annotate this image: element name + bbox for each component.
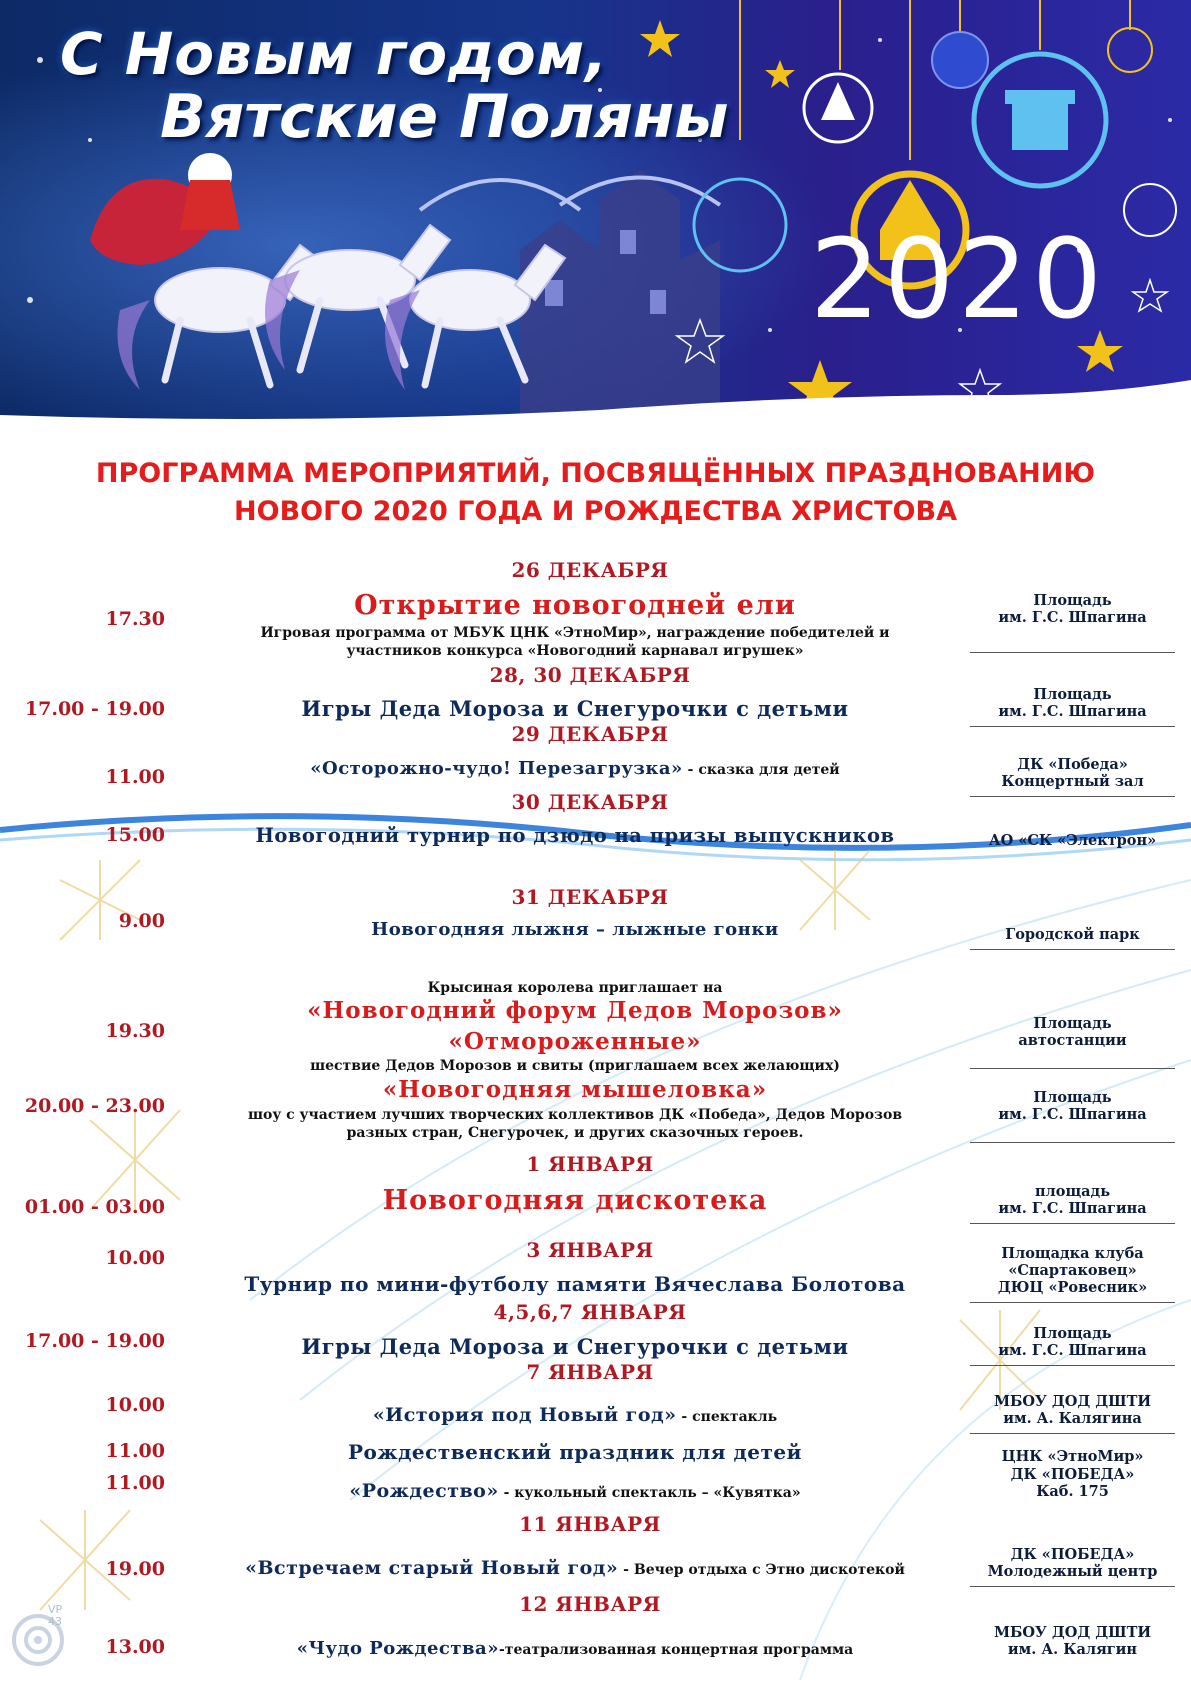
event-title: Игры Деда Мороза и Снегурочки с детьми	[301, 1334, 849, 1359]
event-description: шествие Дедов Морозов и свиты (приглашаем всех желающих)	[310, 1058, 840, 1074]
event-place	[970, 1183, 1175, 1224]
place-line: ДК «ПОБЕДА»	[1010, 1466, 1135, 1483]
place-line: им. Г.С. Шпагина	[998, 1106, 1147, 1123]
event-description: Игровая программа от МБУК ЦНК «ЭтноМир», награждение победителей и	[260, 625, 890, 641]
event-title-text: «Осторожно-чудо! Перезагрузка»	[310, 758, 683, 779]
year-logo: 2020	[810, 215, 1106, 343]
date-1-jan: 1 ЯНВАРЯ	[526, 1152, 654, 1176]
event-place	[970, 1245, 1175, 1303]
place-line: им. А. Калягин	[1007, 1641, 1138, 1658]
event-title-text: «Встречаем старый Новый год»	[245, 1557, 619, 1579]
event-place	[970, 1466, 1175, 1506]
place-line: ДК «Победа»	[1017, 756, 1128, 773]
place-line: им. Г.С. Шпагина	[998, 703, 1147, 720]
event-note: -театрализованная концертная программа	[498, 1642, 854, 1658]
event-place	[970, 832, 1175, 855]
event-time: 10.00	[105, 1247, 165, 1269]
place-line: АО «СК «Электрон»	[988, 832, 1157, 849]
place-line: Площадь	[1033, 686, 1112, 703]
place-line: Каб. 175	[1036, 1483, 1109, 1500]
event-note: - спектакль	[676, 1409, 778, 1425]
place-line: МБОУ ДОД ДШТИ	[993, 1624, 1152, 1641]
event-place	[970, 1015, 1175, 1069]
date-26-dec: 26 ДЕКАБРЯ	[511, 558, 669, 582]
event-note: - Вечер отдыха с Этно дискотекой	[618, 1562, 905, 1578]
date-4-7-jan: 4,5,6,7 ЯНВАРЯ	[493, 1300, 687, 1324]
event-description: шоу с участием лучших творческих коллективов ДК «Победа», Дедов Морозов	[247, 1107, 903, 1123]
date-12-jan: 12 ЯНВАРЯ	[519, 1592, 661, 1616]
event-description: разных стран, Снегурочек, и других сказочных героев.	[346, 1125, 804, 1141]
event-time: 15.00	[105, 824, 165, 846]
event-time: 10.00	[105, 1394, 165, 1416]
event-title-text: «Чудо Рождества»	[296, 1638, 499, 1659]
event-title: Рождественский праздник для детей	[348, 1440, 802, 1464]
event-time: 17.00 - 19.00	[24, 1330, 165, 1352]
event-note: - сказка для детей	[682, 762, 840, 778]
event-time: 17.00 - 19.00	[24, 698, 165, 720]
place-line: ЦНК «ЭтноМир»	[1001, 1448, 1144, 1465]
greeting	[60, 20, 780, 152]
event-intro: Крысиная королева приглашает на	[427, 980, 723, 996]
place-line: ДК «ПОБЕДА»	[1010, 1546, 1135, 1563]
place-line: Площадь	[1033, 1325, 1112, 1342]
event-description: участников конкурса «Новогодний карнавал игрушек»	[346, 643, 804, 659]
place-line: им. Г.С. Шпагина	[998, 609, 1147, 626]
event-place	[970, 1546, 1175, 1587]
place-line: автостанции	[1018, 1032, 1127, 1049]
date-11-jan: 11 ЯНВАРЯ	[519, 1512, 661, 1536]
event-title	[190, 1480, 960, 1502]
title-line-1: ПРОГРАММА МЕРОПРИЯТИЙ, ПОСВЯЩЁННЫХ ПРАЗДНОВАНИЮ	[95, 458, 1096, 489]
place-line: Молодежный центр	[987, 1563, 1158, 1580]
place-line: Концертный зал	[1001, 773, 1144, 790]
event-title-text: «Рождество»	[349, 1480, 499, 1502]
event-place	[970, 1325, 1175, 1366]
event-title: Игры Деда Мороза и Снегурочки с детьми	[301, 696, 849, 721]
date-3-jan: 3 ЯНВАРЯ	[526, 1238, 654, 1262]
place-line: площадь	[1034, 1183, 1111, 1200]
event-time: 11.00	[105, 766, 165, 788]
greeting-line-1: С Новым годом,	[60, 20, 609, 88]
event-time: 19.00	[105, 1558, 165, 1580]
event-time: 19.30	[105, 1020, 165, 1042]
event-place	[970, 592, 1175, 653]
event-title: Новогодняя дискотека	[382, 1185, 768, 1216]
place-line: Площадка клуба	[1001, 1245, 1144, 1262]
event-note: - кукольный спектакль – «Кувятка»	[498, 1485, 801, 1501]
place-line: «Спартаковец»	[1008, 1262, 1137, 1279]
event-title: «Новогодний форум Дедов Морозов»	[307, 997, 843, 1024]
place-line: ДЮЦ «Ровесник»	[997, 1279, 1148, 1296]
watermark-text: VP 43	[48, 1603, 63, 1628]
place-line: им. Г.С. Шпагина	[998, 1342, 1147, 1359]
event-time: 20.00 - 23.00	[24, 1095, 165, 1117]
event-title	[190, 1638, 960, 1659]
event-title	[190, 1404, 960, 1426]
date-28-30-dec: 28, 30 ДЕКАБРЯ	[489, 663, 691, 687]
place-line: Площадь	[1033, 1089, 1112, 1106]
event-place	[970, 926, 1175, 950]
event-place	[970, 686, 1175, 727]
date-7-jan: 7 ЯНВАРЯ	[526, 1360, 654, 1384]
event-time: 17.30	[105, 608, 165, 630]
event-title: Новогодний турнир по дзюдо на призы выпускников	[255, 824, 895, 847]
event-place	[970, 1393, 1175, 1434]
event-place	[970, 756, 1175, 797]
date-29-dec: 29 ДЕКАБРЯ	[511, 722, 669, 746]
event-title-text: «История под Новый год»	[372, 1404, 677, 1426]
event-time: 11.00	[105, 1472, 165, 1494]
event-title: Новогодняя лыжня – лыжные гонки	[371, 919, 779, 940]
date-31-dec: 31 ДЕКАБРЯ	[511, 885, 669, 909]
event-title: «Отмороженные»	[448, 1028, 702, 1055]
event-time: 01.00 - 03.00	[24, 1196, 165, 1218]
place-line: Площадь	[1033, 592, 1112, 609]
event-time: 13.00	[105, 1636, 165, 1658]
greeting-line-2: Вятские Поляны	[160, 82, 729, 152]
event-time: 11.00	[105, 1440, 165, 1462]
event-place	[970, 1089, 1175, 1143]
watermark-logo	[8, 1600, 78, 1670]
place-line: им. Г.С. Шпагина	[998, 1200, 1147, 1217]
event-title: Открытие новогодней ели	[354, 590, 796, 621]
place-line: МБОУ ДОД ДШТИ	[993, 1393, 1152, 1410]
event-title	[190, 1557, 960, 1579]
place-line: Площадь	[1033, 1015, 1112, 1032]
event-title: «Новогодняя мышеловка»	[382, 1076, 768, 1103]
event-title: Турнир по мини-футболу памяти Вячеслава Болотова	[244, 1272, 906, 1296]
event-title	[190, 758, 960, 779]
place-line: им. А. Калягина	[1003, 1410, 1142, 1427]
date-30-dec: 30 ДЕКАБРЯ	[511, 790, 669, 814]
place-line: Городской парк	[1005, 926, 1140, 943]
event-time: 9.00	[118, 910, 165, 932]
title-line-2: НОВОГО 2020 ГОДА И РОЖДЕСТВА ХРИСТОВА	[234, 496, 957, 527]
event-place	[970, 1624, 1175, 1664]
